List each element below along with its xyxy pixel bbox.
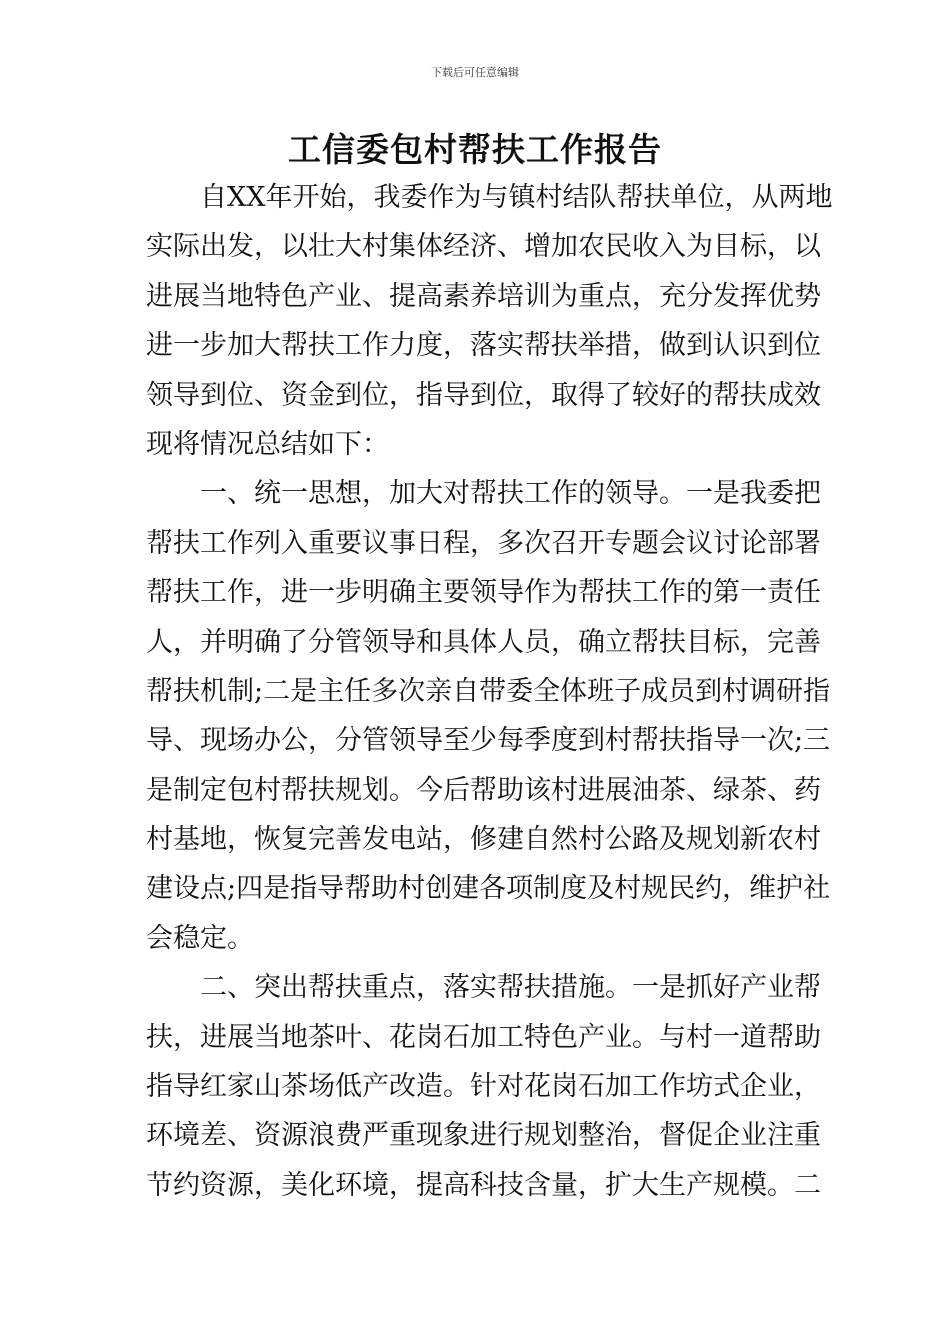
text-line: 建设点;四是指导帮助村创建各项制度及村规民约，维护社 <box>146 873 831 905</box>
text-line: 二、突出帮扶重点，落实帮扶措施。一是抓好产业帮 <box>200 972 821 1004</box>
text-line: 村基地，恢复完善发电站，修建自然村公路及规划新农村 <box>146 824 821 856</box>
text-line: 会稳定。 <box>146 922 254 954</box>
header-note: 下载后可任意编辑 <box>431 66 519 79</box>
text-line: 一、统一思想，加大对帮扶工作的领导。一是我委把 <box>200 478 821 510</box>
text-line: 帮扶机制;二是主任多次亲自带委全体班子成员到村调研指 <box>146 675 831 707</box>
text-line: 节约资源，美化环境，提高科技含量，扩大生产规模。二 <box>146 1169 821 1201</box>
document-body <box>146 173 833 1210</box>
text-line: 指导红家山茶场低产改造。针对花岗石加工作坊式企业， <box>146 1071 821 1103</box>
text-line: 进一步加大帮扶工作力度，落实帮扶举措，做到认识到位 <box>146 330 821 362</box>
text-line: 扶，进展当地茶叶、花岗石加工特色产业。与村一道帮助 <box>146 1021 821 1053</box>
text-line: 是制定包村帮扶规划。今后帮助该村进展油茶、绿茶、药 <box>146 774 821 806</box>
text-line: 实际出发，以壮大村集体经济、增加农民收入为目标，以 <box>146 231 821 263</box>
text-line: 进展当地特色产业、提高素养培训为重点，充分发挥优势 <box>146 280 821 312</box>
text-line: 现将情况总结如下： <box>146 428 389 460</box>
text-line: 人，并明确了分管领导和具体人员，确立帮扶目标，完善 <box>146 626 821 658</box>
text-line: 自XX年开始，我委作为与镇村结队帮扶单位，从两地 <box>200 182 833 213</box>
text-line: 领导到位、资金到位，指导到位，取得了较好的帮扶成效 <box>146 379 821 411</box>
text-line: 帮扶工作列入重要议事日程，多次召开专题会议讨论部署 <box>146 527 821 559</box>
paragraph-section-1 <box>146 469 831 963</box>
paragraph-section-2 <box>146 963 821 1210</box>
text-line: 帮扶工作，进一步明确主要领导作为帮扶工作的第一责任 <box>146 577 821 609</box>
document-title: 工信委包村帮扶工作报告 <box>288 130 662 169</box>
paragraph-intro <box>146 173 833 469</box>
text-line: 环境差、资源浪费严重现象进行规划整治，督促企业注重 <box>146 1120 821 1152</box>
text-line: 导、现场办公，分管领导至少每季度到村帮扶指导一次;三 <box>146 725 831 757</box>
